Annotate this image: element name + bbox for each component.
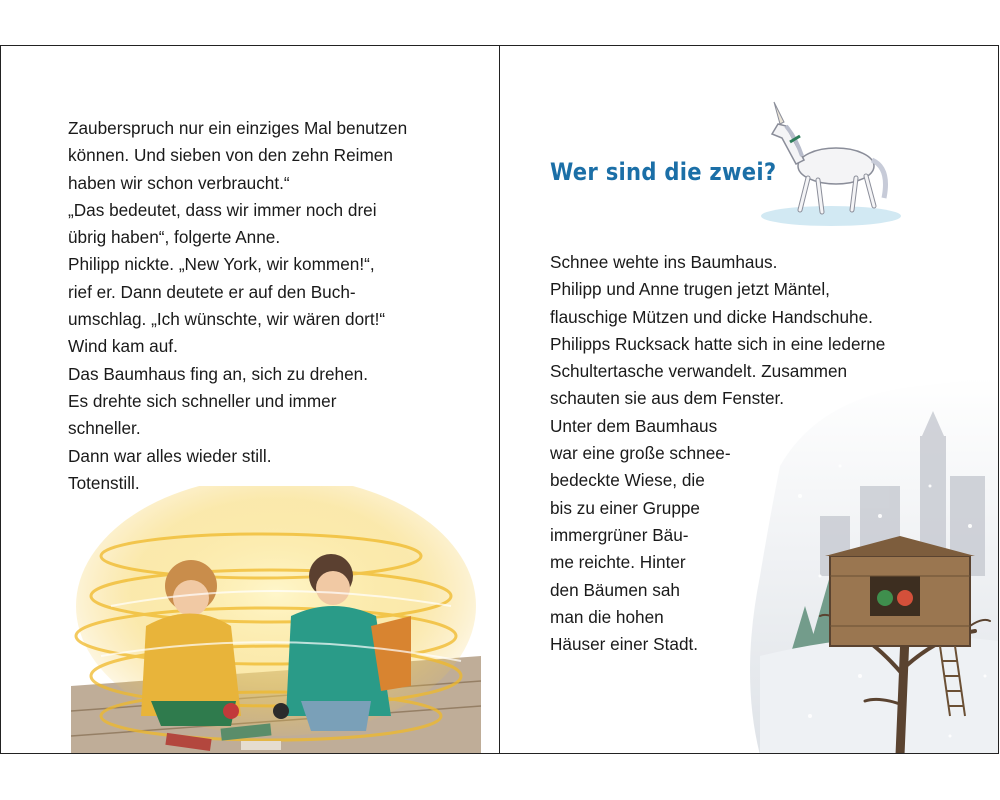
left-page <box>0 46 500 753</box>
text-line: „Das bedeutet, dass wir immer noch drei <box>68 199 377 220</box>
text-line: bedeckte Wiese, die <box>550 470 705 491</box>
text-line: war eine große schnee- <box>550 443 731 464</box>
unicorn-illustration <box>756 98 906 228</box>
text-line: Schultertasche verwandelt. Zusammen <box>550 361 848 382</box>
text-line: man die hohen <box>550 606 664 627</box>
text-line: Häuser einer Stadt. <box>550 634 699 655</box>
text-line: können. Und sieben von den zehn Reimen <box>68 145 393 166</box>
text-line: Totenstill. <box>68 472 140 493</box>
text-line: Philipp nickte. „New York, wir kommen!“, <box>68 254 375 275</box>
text-line: den Bäumen sah <box>550 579 680 600</box>
book-spread <box>0 45 999 754</box>
text-line: schneller. <box>68 418 141 439</box>
text-line: Philipp und Anne trugen jetzt Mäntel, <box>550 279 830 300</box>
text-line: umschlag. „Ich wünschte, wir wären dort!“ <box>68 309 386 330</box>
text-line: immergrüner Bäu- <box>550 524 689 545</box>
text-line: rief er. Dann deutete er auf den Buch- <box>68 281 356 302</box>
text-line: Schnee wehte ins Baumhaus. <box>550 252 778 272</box>
text-line: Zauberspruch nur ein einziges Mal benutzen <box>68 118 408 138</box>
text-line: Philipps Rucksack hatte sich in eine lederne <box>550 333 886 354</box>
text-line: Es drehte sich schneller und immer <box>68 390 337 411</box>
whirlwind-children-illustration <box>71 486 481 753</box>
chapter-title: Wer sind die zwei? <box>550 158 777 186</box>
text-line: haben wir schon verbraucht.“ <box>68 172 290 193</box>
winter-treehouse-illustration <box>700 376 999 753</box>
text-line: Wind kam auf. <box>68 336 178 357</box>
text-line: Dann war alles wieder still. <box>68 445 272 466</box>
text-line: schauten sie aus dem Fenster. <box>550 388 785 409</box>
text-line: bis zu einer Gruppe <box>550 497 700 518</box>
text-line: flauschige Mützen und dicke Handschuhe. <box>550 306 873 327</box>
text-line: Das Baumhaus fing an, sich zu drehen. <box>68 363 369 384</box>
text-line: me reichte. Hinter <box>550 552 686 573</box>
text-line: übrig haben“, folgerte Anne. <box>68 227 281 248</box>
text-line: Unter dem Baumhaus <box>550 415 718 436</box>
left-page-text <box>68 115 407 497</box>
right-page <box>500 46 999 753</box>
